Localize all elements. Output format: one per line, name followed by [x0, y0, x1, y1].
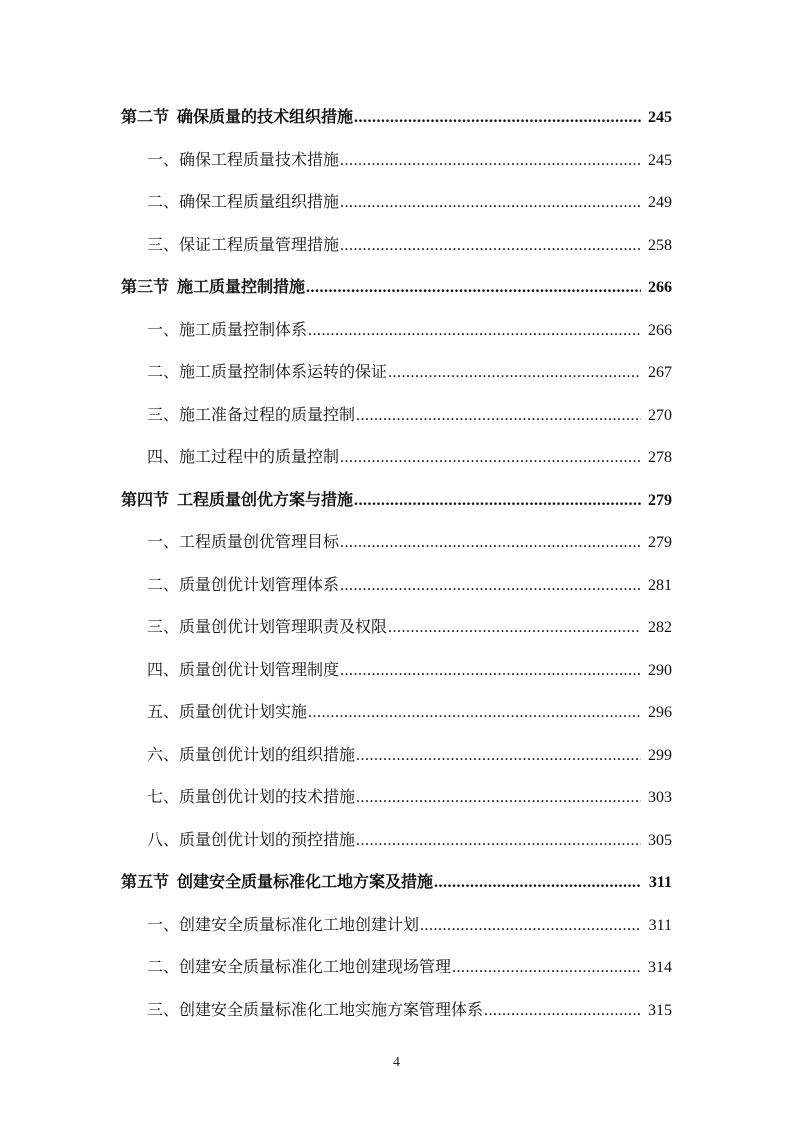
toc-entry-title: 工程质量创优管理目标	[179, 532, 340, 551]
toc-entry-page: 311	[648, 916, 672, 934]
dot-leader	[340, 225, 641, 268]
toc-item-entry[interactable]	[0, 691, 793, 734]
toc-entry-page: 305	[648, 831, 672, 849]
toc-entry-title: 工程质量创优方案与措施	[177, 489, 354, 509]
toc-item-entry[interactable]	[0, 394, 793, 437]
toc-entry-number: 二、	[147, 362, 180, 381]
dot-leader	[308, 692, 641, 735]
toc-entry-title: 确保质量的技术组织措施	[177, 107, 354, 126]
toc-entry-number: 七、	[147, 787, 180, 806]
dot-leader	[420, 905, 641, 948]
dot-leader	[354, 97, 641, 140]
toc-entry-number: 一、	[147, 319, 180, 339]
toc-entry-page: 267	[648, 364, 672, 381]
toc-entry-number: 三、	[147, 404, 180, 424]
toc-entry-title: 质量创优计划管理体系	[179, 574, 340, 594]
toc-item-entry[interactable]	[0, 904, 793, 947]
toc-entry-number: 二、	[147, 574, 180, 594]
toc-entry-number: 第四节	[121, 489, 170, 509]
dot-leader	[388, 352, 641, 395]
toc-entry-page: 303	[648, 789, 672, 806]
dot-leader	[306, 267, 641, 310]
toc-item-entry[interactable]	[0, 734, 793, 777]
toc-entry-page: 290	[648, 661, 672, 679]
table-of-contents	[0, 96, 793, 1031]
dot-leader	[484, 990, 641, 1033]
toc-entry-title: 创建安全质量标准化工地创建现场管理	[179, 957, 452, 976]
toc-entry-title: 确保工程质量组织措施	[179, 192, 340, 211]
toc-entry-title: 保证工程质量管理措施	[179, 234, 340, 254]
toc-item-entry[interactable]	[0, 351, 793, 394]
toc-section-entry[interactable]	[0, 861, 793, 904]
toc-item-entry[interactable]	[0, 181, 793, 224]
dot-leader	[356, 735, 641, 778]
toc-entry-number: 六、	[147, 744, 180, 764]
toc-entry-number: 第二节	[121, 107, 170, 126]
toc-entry-number: 一、	[147, 149, 180, 169]
toc-entry-number: 四、	[147, 447, 180, 466]
toc-entry-number: 三、	[147, 617, 180, 636]
toc-entry-number: 一、	[147, 914, 180, 934]
toc-entry-page: 315	[648, 1001, 672, 1019]
toc-item-entry[interactable]	[0, 436, 793, 479]
toc-entry-number: 第五节	[121, 872, 170, 891]
toc-entry-title: 施工质量控制体系运转的保证	[179, 362, 388, 381]
toc-entry-number: 二、	[147, 192, 180, 211]
toc-entry-title: 质量创优计划实施	[179, 702, 308, 721]
toc-entry-number: 二、	[147, 957, 180, 976]
toc-entry-title: 施工质量控制措施	[177, 277, 306, 296]
toc-entry-page: 296	[648, 704, 672, 721]
toc-entry-number: 第三节	[121, 277, 170, 296]
toc-entry-title: 确保工程质量技术措施	[179, 149, 340, 169]
toc-entry-title: 创建安全质量标准化工地实施方案管理体系	[179, 999, 484, 1019]
toc-item-entry[interactable]	[0, 139, 793, 182]
dot-leader	[340, 565, 641, 608]
toc-section-entry[interactable]	[0, 96, 793, 139]
toc-item-entry[interactable]	[0, 564, 793, 607]
toc-item-entry[interactable]	[0, 946, 793, 989]
toc-entry-page: 270	[648, 406, 672, 424]
toc-entry-title: 施工过程中的质量控制	[179, 447, 340, 466]
toc-item-entry[interactable]	[0, 649, 793, 692]
dot-leader	[340, 522, 641, 565]
toc-entry-title: 创建安全质量标准化工地方案及措施	[177, 872, 434, 891]
toc-entry-page: 278	[648, 449, 672, 466]
dot-leader	[340, 182, 641, 225]
toc-entry-number: 五、	[147, 702, 180, 721]
dot-leader	[388, 607, 641, 650]
toc-entry-title: 施工质量控制体系	[179, 319, 308, 339]
toc-item-entry[interactable]	[0, 309, 793, 352]
toc-entry-title: 质量创优计划管理制度	[179, 659, 340, 679]
page-number: 4	[393, 1055, 400, 1070]
toc-section-entry[interactable]	[0, 266, 793, 309]
toc-entry-page: 245	[648, 151, 672, 169]
toc-entry-page: 314	[648, 959, 672, 976]
dot-leader	[340, 437, 641, 480]
dot-leader	[356, 777, 641, 820]
toc-item-entry[interactable]	[0, 521, 793, 564]
toc-entry-page: 266	[648, 321, 672, 339]
toc-entry-page: 279	[648, 491, 672, 509]
toc-entry-number: 三、	[147, 999, 180, 1019]
toc-entry-number: 三、	[147, 234, 180, 254]
dot-leader	[452, 947, 641, 990]
toc-entry-page: 311	[648, 874, 672, 891]
toc-entry-number: 八、	[147, 829, 180, 849]
toc-entry-page: 266	[648, 279, 672, 296]
toc-entry-number: 一、	[147, 532, 180, 551]
toc-item-entry[interactable]	[0, 989, 793, 1032]
toc-entry-title: 质量创优计划的组织措施	[179, 744, 356, 764]
toc-entry-page: 299	[648, 746, 672, 764]
toc-section-entry[interactable]	[0, 479, 793, 522]
toc-entry-title: 创建安全质量标准化工地创建计划	[179, 914, 420, 934]
toc-entry-page: 279	[648, 534, 672, 551]
toc-item-entry[interactable]	[0, 606, 793, 649]
toc-entry-title: 施工准备过程的质量控制	[179, 404, 356, 424]
toc-item-entry[interactable]	[0, 776, 793, 819]
dot-leader	[356, 820, 641, 863]
toc-item-entry[interactable]	[0, 819, 793, 862]
toc-entry-page: 249	[648, 194, 672, 211]
toc-item-entry[interactable]	[0, 224, 793, 267]
toc-entry-number: 四、	[147, 659, 180, 679]
dot-leader	[434, 862, 641, 905]
dot-leader	[354, 480, 641, 523]
toc-entry-title: 质量创优计划管理职责及权限	[179, 617, 388, 636]
dot-leader	[340, 140, 641, 183]
dot-leader	[356, 395, 641, 438]
toc-entry-page: 281	[648, 576, 672, 594]
dot-leader	[308, 310, 641, 353]
dot-leader	[340, 650, 641, 693]
toc-entry-title: 质量创优计划的技术措施	[179, 787, 356, 806]
toc-entry-title: 质量创优计划的预控措施	[179, 829, 356, 849]
toc-entry-page: 282	[648, 619, 672, 636]
toc-entry-page: 245	[648, 109, 672, 126]
toc-entry-page: 258	[648, 236, 672, 254]
